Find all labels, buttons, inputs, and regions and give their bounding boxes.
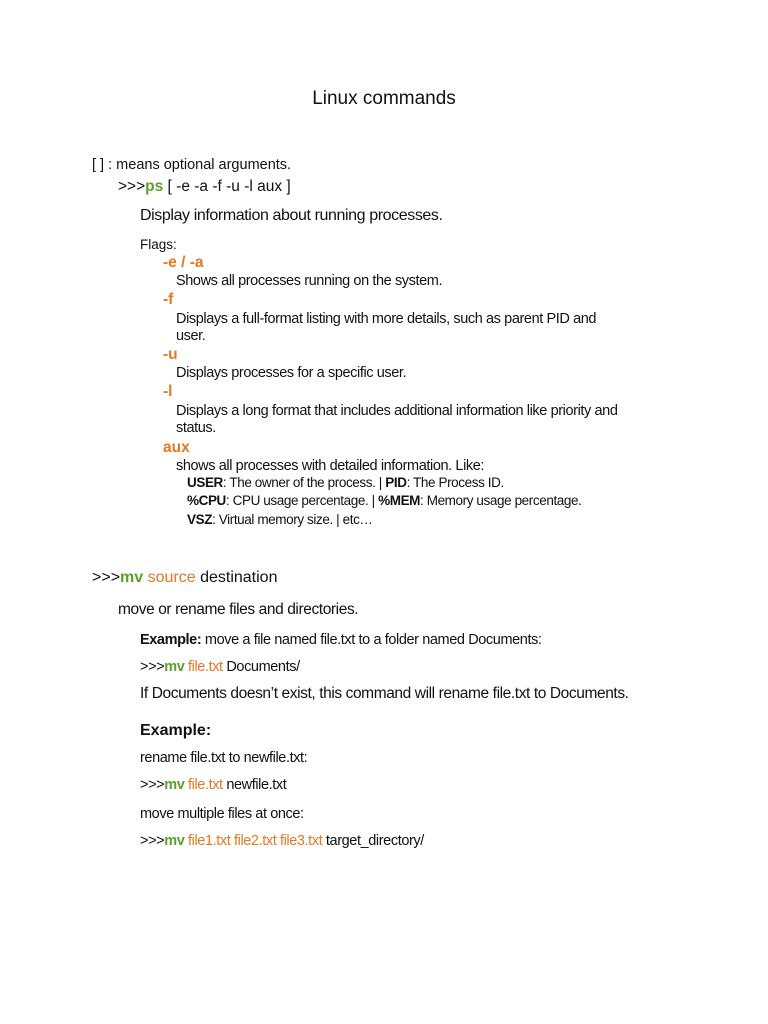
pid-label: PID — [385, 475, 407, 490]
arg-file: file.txt — [184, 777, 223, 793]
flag-e-a: -e / -a — [163, 254, 204, 271]
flag-e-a-desc: Shows all processes running on the system. — [176, 273, 443, 289]
mv-command: mv — [120, 569, 144, 586]
arg-destination: newfile.txt — [222, 777, 287, 793]
cpu-text: : CPU usage percentage. | — [225, 493, 379, 508]
mv-command: mv — [164, 777, 185, 793]
flag-l-desc-line2: status. — [176, 420, 216, 436]
optional-note: [ ] : means optional arguments. — [92, 157, 292, 173]
arg-file2: file2.txt — [230, 833, 277, 849]
user-text: : The owner of the process. | — [222, 475, 386, 490]
mv-syntax-line — [92, 569, 277, 587]
example1-label: Example: — [140, 632, 202, 648]
flag-f-desc-line1: Displays a full-format listing with more details, such as parent PID and — [176, 311, 597, 327]
prompt: >>> — [118, 178, 146, 195]
arg-file3: file3.txt — [276, 833, 323, 849]
vsz-label: VSZ — [187, 512, 213, 527]
ps-args: [ -e -a -f -u -l aux ] — [163, 178, 291, 195]
flag-l-desc-line1: Displays a long format that includes additional information like priority and — [176, 403, 618, 419]
example2-label: Example: — [140, 722, 212, 739]
mv-destination: destination — [195, 569, 278, 586]
cpu-label: %CPU — [187, 493, 226, 508]
mv-description: move or rename files and directories. — [118, 601, 359, 618]
flag-aux-desc: shows all processes with detailed information. Like: — [176, 458, 485, 474]
ps-description: Display information about running processes. — [140, 207, 443, 224]
vsz-text: : Virtual memory size. | etc… — [212, 512, 373, 527]
flag-u: -u — [163, 346, 178, 363]
mv-source: source — [143, 569, 196, 586]
flag-l: -l — [163, 383, 173, 400]
mem-text: : Memory usage percentage. — [420, 493, 582, 508]
page-title: Linux commands — [312, 88, 456, 109]
aux-detail-cpu-mem — [187, 493, 581, 509]
flag-u-desc: Displays processes for a specific user. — [176, 365, 407, 381]
multi-text: move multiple files at once: — [140, 806, 304, 822]
example1-line — [140, 632, 542, 649]
ps-syntax-line — [118, 178, 291, 196]
mv-command: mv — [164, 833, 185, 849]
prompt: >>> — [140, 659, 165, 675]
aux-detail-user-pid — [187, 475, 504, 491]
example2-command — [140, 777, 286, 794]
user-label: USER — [187, 475, 223, 490]
pid-text: : The Process ID. — [406, 475, 504, 490]
flag-f-desc-line2: user. — [176, 328, 206, 344]
example3-command — [140, 833, 424, 850]
example1-note: If Documents doesn’t exist, this command will rename file.txt to Documents. — [140, 685, 629, 702]
rename-text: rename file.txt to newfile.txt: — [140, 750, 308, 766]
prompt: >>> — [92, 569, 121, 586]
ps-command: ps — [145, 178, 164, 195]
mv-command: mv — [164, 659, 185, 675]
example1-command — [140, 659, 300, 676]
example1-text: move a file named file.txt to a folder named Documents: — [201, 632, 542, 648]
flags-label: Flags: — [140, 237, 177, 252]
aux-detail-vsz — [187, 512, 373, 528]
arg-file: file.txt — [184, 659, 223, 675]
prompt: >>> — [140, 777, 165, 793]
prompt: >>> — [140, 833, 165, 849]
flag-aux: aux — [163, 439, 190, 456]
arg-target-directory: target_directory/ — [322, 833, 424, 849]
mem-label: %MEM — [378, 493, 421, 508]
arg-destination: Documents/ — [222, 659, 300, 675]
flag-f: -f — [163, 291, 174, 308]
arg-file1: file1.txt — [184, 833, 231, 849]
